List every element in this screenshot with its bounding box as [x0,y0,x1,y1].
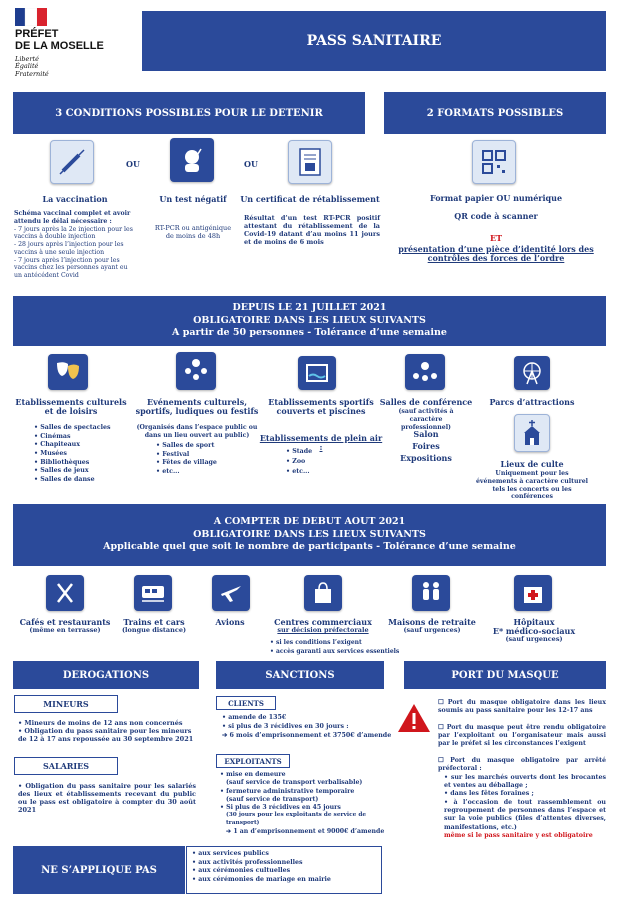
motto-fraternite: Fraternité [15,69,49,78]
org-line2: DE LA MOSELLE [15,39,104,52]
clients-item: • amende de 135€ [222,714,287,721]
operators-title: EXPLOITANTS [216,754,290,768]
malls-item: • si les conditions l’exigent [270,639,399,648]
malls-label [262,618,384,635]
shopping-bag-icon [304,575,342,611]
ferris-wheel-icon [514,356,550,390]
op2-note: (sauf service de transport) [226,795,319,803]
org-line1: PRÉFET [15,28,59,40]
sanctions-header [216,661,384,689]
minors-item: • Obligation du pass sanitaire pour les mineurs de 12 à 17 ans repoussée au 30 septembre 2021 [18,727,194,744]
events-item: • Salles de sport [156,442,217,451]
minors-list [18,719,196,743]
retirement-note: (sauf urgences) [403,626,461,635]
church-icon [514,414,550,452]
events-item: • Fêtes de village [156,459,217,468]
formats-line1: Format papier OU numérique [429,193,563,203]
mask-p2: Port du masque peut être rendu obligatoire par l’exploitant ou l’organisateur mais aussi par le préfet si les circonstances l’exigent [438,723,606,748]
motto-liberte: Liberté [15,55,39,63]
theater-masks-icon [48,354,88,390]
mask-rule-3: ☐ Port du masque obligatoire par arrêté préfectoral : [438,756,606,773]
clients-item-1-text: amende de 135€ [228,714,287,721]
mask-item: • à l’occasion de tout rassemblement ou regroupement de personnes dans l’espace et sur la voie publics (files d’attentes diverses, manifestations, etc.) [444,798,606,831]
employees-item: • Obligation du pass sanitaire pour les salariés des lieux et établissements recevant du public ou le pass est obligatoire à compter du 30 août 2021 [18,782,196,815]
trains-label [114,618,194,635]
mask-rules [438,699,606,840]
mask-item: • dans les fêtes foraines ; [444,790,534,798]
not-applicable-list [192,850,331,885]
swimming-pool-icon [298,356,336,390]
culture-item: • Musées [34,450,111,459]
mask-rule-1: ☐ Port du masque obligatoire dans les lieux soumis au pass sanitaire pour les 12-17 ans [438,699,606,715]
culture-item: • Salles de danse [34,476,111,485]
events-item: • etc... [156,468,217,477]
operators-item: • fermeture administrative temporaire [220,787,355,795]
sports-label: Etablissements sportifs couverts et piscines [268,397,374,417]
formats-header [384,92,606,134]
clients-item: • si plus de 3 récidives en 30 jours : [222,722,349,730]
operators-item: • mise en demeure [220,771,286,778]
conditions-header [13,92,365,134]
hospitals-label-text: Hôpitaux [513,617,555,627]
certificate-icon [288,140,332,184]
conference-extra2: Foires [412,441,440,451]
outdoor-label: Etablissements de plein air : [259,433,383,453]
events-list [156,442,217,477]
marianne-logo [15,8,47,26]
certificate-details: Résultat d’un test RT-PCR positif attestant du rétablissement de la Covid-19 datant d’au moins 11 jours et de moins de 6 mois [244,214,380,247]
formats-line2: QR code à scanner [454,211,538,221]
events-crowd-icon [176,352,216,390]
not-applicable-item: • aux activités professionnelles [192,859,331,868]
minors-item-1-text: Mineurs de moins de 12 ans non concernés [24,719,183,727]
conditions-title: 3 CONDITIONS POSSIBLES POUR LE DETENIR [55,107,323,119]
outdoor-item: • Zoo [286,457,312,467]
july-line3: A partir de 50 personnes - Tolérance d’une semaine [172,327,447,339]
train-icon [134,575,172,611]
august-header [13,504,606,566]
worship-label: Lieux de culte [500,459,564,469]
culture-label: Etablissements culturels et de loisirs [15,397,127,417]
vaccination-details [14,210,134,280]
minors-item-2-text: Obligation du pass sanitaire pour les mineurs de 12 à 17 ans repoussée au 30 septembre 2021 [18,727,194,744]
mask-item-3-text: à l’occasion de tout rassemblement ou regroupement de personnes dans l’espace et sur la voie publics (files d’attentes diverses, manifestations, etc.) [444,798,606,831]
outdoor-list [286,447,312,477]
vaccination-label: La vaccination [42,194,108,204]
trains-note: (longue distance) [121,626,187,635]
vacc-item-2: - 28 jours après l’injection pour les vaccins à une seule injection [14,241,124,256]
vaccination-intro: Schéma vaccinal complet et avoir attendu le délai nécessaire : [14,210,131,225]
sanctions-title: SANCTIONS [265,669,335,681]
minors-item: • Mineurs de moins de 12 ans non concernés [18,719,183,727]
parks-label: Parcs d’attractions [489,397,575,407]
vacc-item-1-text: 7 jours après la 2e injection pour les vaccins à double injection [14,225,133,241]
mask-p4: même si le pass sanitaire y est obligatoire [444,832,593,840]
culture-item: • Salles de spectacles [34,424,111,433]
culture-item: • Cinémas [34,433,111,442]
formats-line3: présentation d’une pièce d’identité lors des contrôles des forces de l’ordre [398,244,594,264]
employees-title: SALARIES [14,757,118,775]
august-line2: OBLIGATOIRE DANS LES LIEUX SUIVANTS [193,528,426,540]
not-applicable-header [13,846,185,894]
planes-label: Avions [215,617,245,627]
operators-item: ➔ 1 an d’emprisonnement et 9000€ d’amende [226,827,385,835]
op2-text: fermeture administrative temporaire [226,787,355,795]
clients-item: ➔ 6 mois d’emprisonnement et 3750€ d’amende [222,731,392,739]
page-title-text: PASS SANITAIRE [306,33,442,49]
cafes-label [14,618,116,635]
op1-note: (sauf service de transport verbalisable) [226,779,363,787]
culture-item: • Salles de jeux [34,467,111,476]
trains-label-text: Trains et cars [123,617,185,627]
employees-item-1-text: Obligation du pass sanitaire pour les salariés des lieux et établissements recevant du public ou le pass est obligatoire à compter du 30 août 2021 [18,782,196,815]
swab-test-icon [170,138,214,182]
not-applicable-item: • aux cérémonies de mariage en mairie [192,876,331,885]
outdoor-item: • Stade [286,447,312,457]
hospitals-note: (sauf urgences) [505,635,563,644]
august-line3: Applicable quel que soit le nombre de participants - Tolérance d’une semaine [103,541,516,553]
events-label: Evénements culturels, sportifs, ludiques ou festifs [135,397,259,417]
events-item: • Festival [156,451,217,460]
conference-label: Salles de conférence [379,397,473,407]
not-applicable-title: NE S’APPLIQUE PAS [41,864,157,876]
or-label-1: OU [126,159,140,169]
mask-item-1-text: sur les marchés ouverts dont les brocantes et ventes au déballage ; [444,773,607,789]
mask-item: • sur les marchés ouverts dont les brocantes et ventes au déballage ; [444,773,607,789]
elderly-people-icon [412,575,450,611]
employees-list [18,782,196,815]
mask-header [404,661,606,689]
hospital-icon [514,575,552,611]
operators-list [220,771,396,836]
not-applicable-item: • aux cérémonies cultuelles [192,867,331,876]
motto [15,56,49,78]
retirement-label-text: Maisons de retraite [388,617,476,627]
cafes-note: (même en terrasse) [29,626,101,635]
op3-text: Si plus de 3 récidives en 45 jours [226,804,341,811]
test-details: RT-PCR ou antigénique de moins de 48h [154,224,232,241]
mask-p1: Port du masque obligatoire dans les lieux soumis au pass sanitaire pour les 12-17 ans [438,699,606,715]
malls-label-text: Centres commerciaux [274,617,372,627]
derogations-title: DEROGATIONS [62,669,150,681]
formats-et: ET [489,233,503,243]
vacc-item-3-text: 7 jours après l’injection pour les vaccins chez les personnes ayant eu un antécédent Covid [14,256,128,279]
op3-note: (30 jours pour les exploitants de service de transport) [226,812,367,826]
op4-text: 1 an d’emprisonnement et 9000€ d’amende [233,827,385,835]
worship-note: Uniquement pour les événements à caractère culturel tels les concerts ou les conférences [475,470,589,501]
syringe-icon [50,140,94,184]
malls-item: • accès garanti aux services essentiels [270,648,399,657]
motto-egalite: Égalité [15,62,39,71]
prefect-name [15,29,104,52]
conference-extra3: Expositions [400,453,452,463]
conference-icon [405,354,445,390]
conference-note: (sauf activités à caractère professionnel) [398,408,454,431]
august-line1: A COMPTER DE DEBUT AOUT 2021 [213,516,406,528]
certificate-label: Un certificat de rétablissement [240,194,380,204]
culture-item: • Chapiteaux [34,441,111,450]
op1-text: mise en demeure [226,771,286,778]
july-line2: OBLIGATOIRE DANS LES LIEUX SUIVANTS [193,314,426,326]
malls-list [270,639,399,656]
vacc-item-1: - 7 jours après la 2e injection pour les vaccins à double injection [14,225,133,241]
formats-title: 2 FORMATS POSSIBLES [426,107,564,119]
test-label: Un test négatif [159,194,227,204]
operators-item: • Si plus de 3 récidives en 45 jours [220,804,341,811]
fork-knife-icon [46,575,84,611]
vacc-item-2-text: 28 jours après l’injection pour les vaccins à une seule injection [14,241,124,256]
clients-item-2-text: si plus de 3 récidives en 30 jours : [228,722,349,730]
mask-p3: Port du masque obligatoire par arrêté préfectoral : [438,756,606,773]
airplane-icon [212,575,250,611]
not-applicable-item: • aux services publics [192,850,331,859]
hospitals-label [484,618,584,644]
mask-item-2-text: dans les fêtes foraines ; [450,790,534,798]
cafes-label-text: Cafés et restaurants [19,617,111,627]
culture-item: • Bibliothèques [34,459,111,468]
derogations-header [13,661,199,689]
page-title [142,11,606,71]
clients-list [222,714,392,740]
conference-extra1: Salon [413,429,439,439]
july-line1: DEPUIS LE 21 JUILLET 2021 [232,302,387,314]
outdoor-item: • etc... [286,467,312,477]
warning-icon [396,702,432,734]
july-header [13,296,606,346]
hospitals-label2: E* médico-sociaux [492,626,576,637]
clients-item-3-text: 6 mois d’emprisonnement et 3750€ d’amende [229,731,392,739]
mask-title: PORT DU MASQUE [451,669,559,681]
retirement-label [388,618,476,635]
events-note: (Organisés dans l’espace public ou dans un lieu ouvert au public) [136,424,258,439]
clients-title: CLIENTS [216,696,276,710]
or-label-2: OU [244,159,258,169]
minors-title: MINEURS [14,695,118,713]
qr-code-icon [472,140,516,184]
malls-note: sur décision préfectorale [277,626,369,635]
culture-list [34,424,111,485]
vacc-item-3: - 7 jours après l’injection pour les vaccins chez les personnes ayant eu un antécédent Covid [14,256,128,279]
mask-rule-2: ☐ Port du masque peut être rendu obligatoire par l’exploitant ou l’organisateur mais aussi par le préfet si les circonstances l’exigent [438,723,606,748]
